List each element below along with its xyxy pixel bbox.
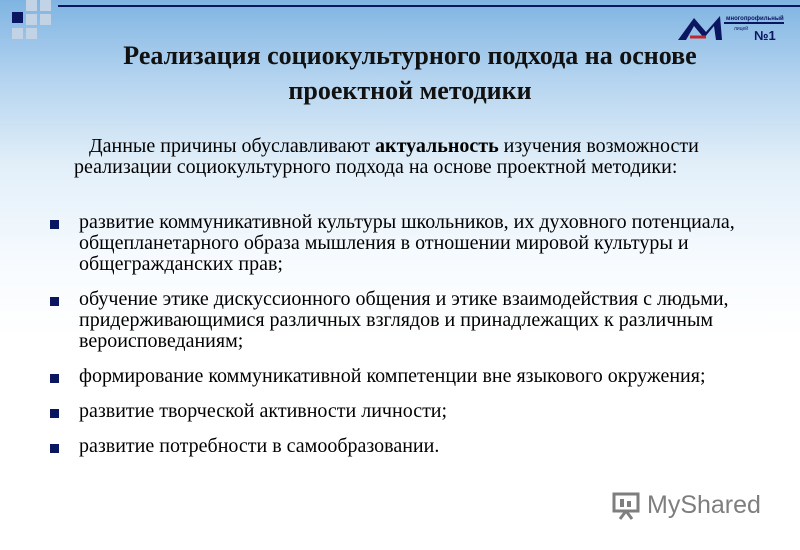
- square-light-icon: [26, 28, 37, 39]
- logo-line1: многопрофильный: [726, 16, 784, 22]
- list-item: [50, 401, 770, 422]
- intro-paragraph: [74, 136, 764, 178]
- list-item: [50, 366, 770, 387]
- list-item-text: развитие коммуникативной культуры школьников, их духовного потенциала, общепланетарного образа мышления в отношении мировой культуры и общегражданских прав;: [79, 211, 735, 275]
- square-bullet-icon: [50, 297, 59, 306]
- list-item: [50, 289, 770, 352]
- list-item-text: обучение этике дискуссионного общения и этике взаимодействия с людьми, придерживающимися различных взглядов и принадлежащих к различным вероисповеданиям;: [79, 288, 729, 352]
- square-bullet-icon: [50, 444, 59, 453]
- square-light-icon: [40, 14, 51, 25]
- square-bullet-icon: [50, 220, 59, 229]
- slide-title: Реализация социокультурного подхода на основе проектной методики: [123, 41, 697, 105]
- bullet-list: [50, 212, 770, 471]
- presentation-board-icon: [611, 490, 641, 520]
- list-item-text: развитие потребности в самообразовании.: [79, 435, 440, 457]
- intro-text-end: изучения возможности реализации социокультурного подхода на основе проектной методики:: [74, 135, 699, 178]
- list-item: [50, 212, 770, 275]
- square-bullet-icon: [50, 409, 59, 418]
- intro-text-start: Данные причины обуславливают: [89, 135, 376, 157]
- square-light-icon: [40, 0, 51, 11]
- list-item-text: развитие творческой активности личности;: [79, 400, 448, 422]
- logo-line2: лицей: [734, 26, 749, 32]
- square-light-icon: [26, 0, 37, 11]
- square-dark-icon: [12, 12, 23, 23]
- square-bullet-icon: [50, 374, 59, 383]
- myshared-watermark: [611, 490, 781, 520]
- square-light-icon: [26, 14, 37, 25]
- logo-number: №1: [754, 28, 776, 43]
- top-rule: [58, 5, 800, 7]
- list-item-text: формирование коммуникативной компетенции вне языкового окружения;: [79, 365, 706, 387]
- watermark-text: MyShared: [647, 491, 761, 519]
- list-item: [50, 436, 770, 457]
- intro-emphasis: актуальность: [375, 135, 499, 157]
- square-light-icon: [12, 28, 23, 39]
